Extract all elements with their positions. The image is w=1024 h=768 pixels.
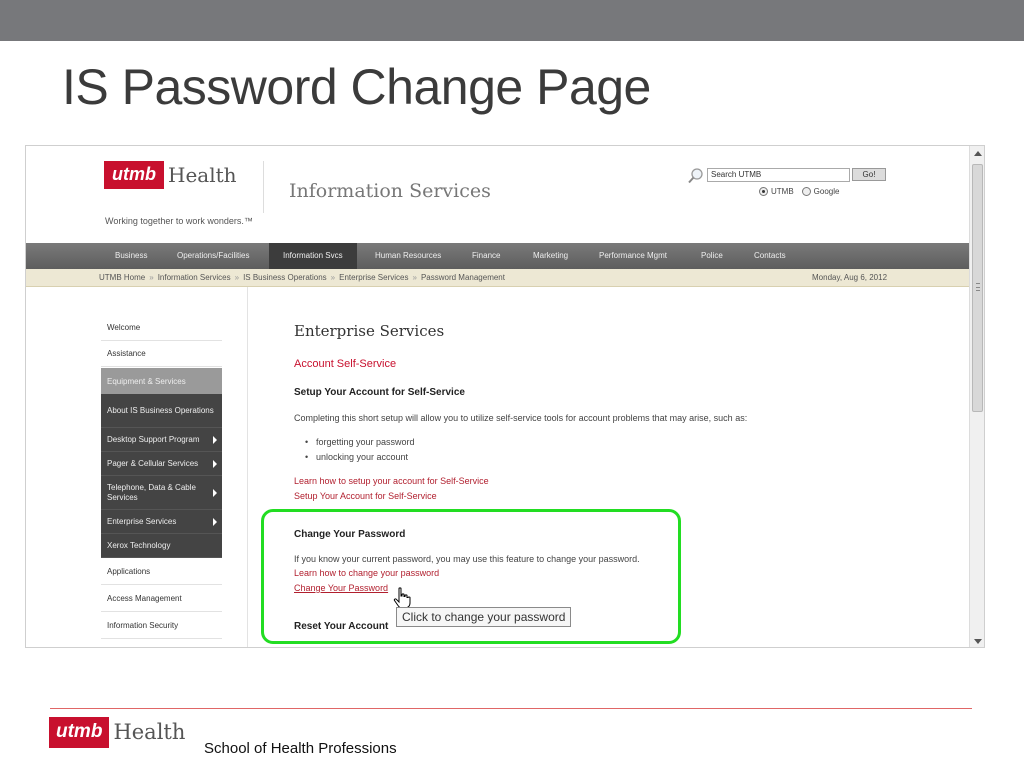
site-title: Information Services	[289, 180, 491, 202]
nav-marketing[interactable]: Marketing	[533, 251, 569, 260]
grip-icon	[976, 283, 980, 291]
breadcrumb-item: Password Management	[420, 273, 505, 282]
sidebar-item-enterprise-services[interactable]	[101, 510, 222, 534]
radio-google[interactable]	[802, 187, 811, 196]
sidebar-item-welcome[interactable]: Welcome	[101, 315, 222, 341]
nav-performance-mgmt[interactable]: Performance Mgmt	[599, 251, 668, 260]
nav-finance[interactable]: Finance	[472, 251, 501, 260]
sidebar-item-information-security[interactable]: Information Security	[101, 612, 222, 639]
nav-contacts[interactable]: Contacts	[754, 251, 786, 260]
scroll-down-icon[interactable]	[974, 639, 982, 644]
search-scope	[759, 187, 839, 196]
change-password-description: If you know your current password, you may use this feature to change your password.	[294, 554, 640, 564]
sidebar-item-access-management[interactable]: Access Management	[101, 585, 222, 612]
sidebar-item-equipment-services[interactable]: Equipment & Services	[101, 368, 222, 394]
breadcrumb-item[interactable]: Information Services	[157, 273, 231, 282]
nav-police[interactable]: Police	[701, 251, 723, 260]
sidebar-item-assistance[interactable]: Assistance	[101, 341, 222, 367]
setup-description: Completing this short setup will allow you to utilize self-service tools for account problems that may arise, such as:	[294, 413, 748, 423]
change-password-title: Change Your Password	[294, 529, 406, 540]
content-heading: Enterprise Services	[294, 322, 445, 340]
search-input[interactable]: Search UTMB	[707, 168, 850, 182]
sidebar-item-xerox-technology[interactable]: Xerox Technology	[101, 534, 222, 558]
footer-text: School of Health Professions	[204, 740, 397, 757]
submenu-arrow-icon	[213, 436, 217, 444]
sidebar-item-label: Pager & Cellular Services	[107, 459, 199, 468]
logo-word: Health	[168, 163, 237, 187]
nav-human-resources[interactable]: Human Resources	[375, 251, 442, 260]
radio-google-label: Google	[813, 187, 840, 196]
sidebar-item-label: Desktop Support Program	[107, 435, 200, 444]
main-nav	[26, 243, 969, 269]
nav-operations[interactable]: Operations/Facilities	[177, 251, 250, 260]
logo-badge: utmb	[104, 161, 164, 189]
vertical-scrollbar[interactable]	[969, 146, 985, 648]
search-go-button[interactable]: Go!	[852, 168, 886, 181]
footer-logo-badge: utmb	[49, 717, 109, 748]
sidebar-item-label: Telephone, Data & Cable Services	[107, 482, 196, 502]
footer-logo	[49, 717, 185, 748]
change-password-link[interactable]: Change Your Password	[294, 583, 389, 593]
nav-business[interactable]: Business	[115, 251, 148, 260]
scroll-thumb[interactable]	[972, 164, 983, 412]
breadcrumb: UTMB Home » Information Services » IS Business Operations » Enterprise Services » Password Management	[99, 273, 505, 282]
tooltip: Click to change your password	[396, 607, 571, 627]
radio-utmb-label: UTMB	[771, 187, 794, 196]
submenu-arrow-icon	[213, 460, 217, 468]
reset-account-title: Reset Your Account	[294, 621, 389, 632]
sidebar-item-desktop-support[interactable]	[101, 428, 222, 452]
browser-screenshot	[25, 145, 985, 648]
scroll-up-icon[interactable]	[974, 151, 982, 156]
learn-setup-link[interactable]: Learn how to setup your account for Self-Service	[294, 476, 489, 486]
sidebar-item-about-is-business[interactable]: About IS Business Operations	[101, 394, 222, 428]
submenu-arrow-icon	[213, 518, 217, 526]
breadcrumb-item[interactable]: UTMB Home	[99, 273, 146, 282]
slide-title: IS Password Change Page	[62, 59, 651, 115]
sidebar-item-telephone-data[interactable]	[101, 476, 222, 510]
footer-divider	[50, 708, 972, 709]
search-icon	[687, 167, 705, 185]
bullet-item: • forgetting your password	[316, 437, 415, 447]
setup-title: Setup Your Account for Self-Service	[294, 387, 465, 398]
utmb-health-logo[interactable]	[104, 161, 237, 189]
hand-cursor-icon	[393, 587, 411, 609]
current-date: Monday, Aug 6, 2012	[812, 273, 888, 282]
learn-change-password-link[interactable]: Learn how to change your password	[294, 568, 440, 578]
footer-logo-word: Health	[113, 720, 186, 744]
web-page	[26, 146, 969, 648]
radio-utmb[interactable]	[759, 187, 768, 196]
breadcrumb-item[interactable]: IS Business Operations	[243, 273, 327, 282]
tagline: Working together to work wonders.™	[105, 216, 253, 226]
slide-top-bar	[0, 0, 1024, 41]
bullet-item: • unlocking your account	[316, 452, 408, 462]
submenu-arrow-icon	[213, 489, 217, 497]
sidebar-divider	[247, 287, 248, 648]
sidebar-item-pager-cellular[interactable]	[101, 452, 222, 476]
header-divider	[263, 161, 264, 213]
breadcrumb-bar	[26, 269, 969, 287]
breadcrumb-item[interactable]: Enterprise Services	[339, 273, 409, 282]
setup-account-link[interactable]: Setup Your Account for Self-Service	[294, 491, 437, 501]
content-subheading: Account Self-Service	[294, 358, 397, 370]
sidebar-item-label: Enterprise Services	[107, 517, 177, 526]
nav-information-svcs[interactable]: Information Svcs	[269, 243, 357, 269]
sidebar-item-applications[interactable]: Applications	[101, 558, 222, 585]
